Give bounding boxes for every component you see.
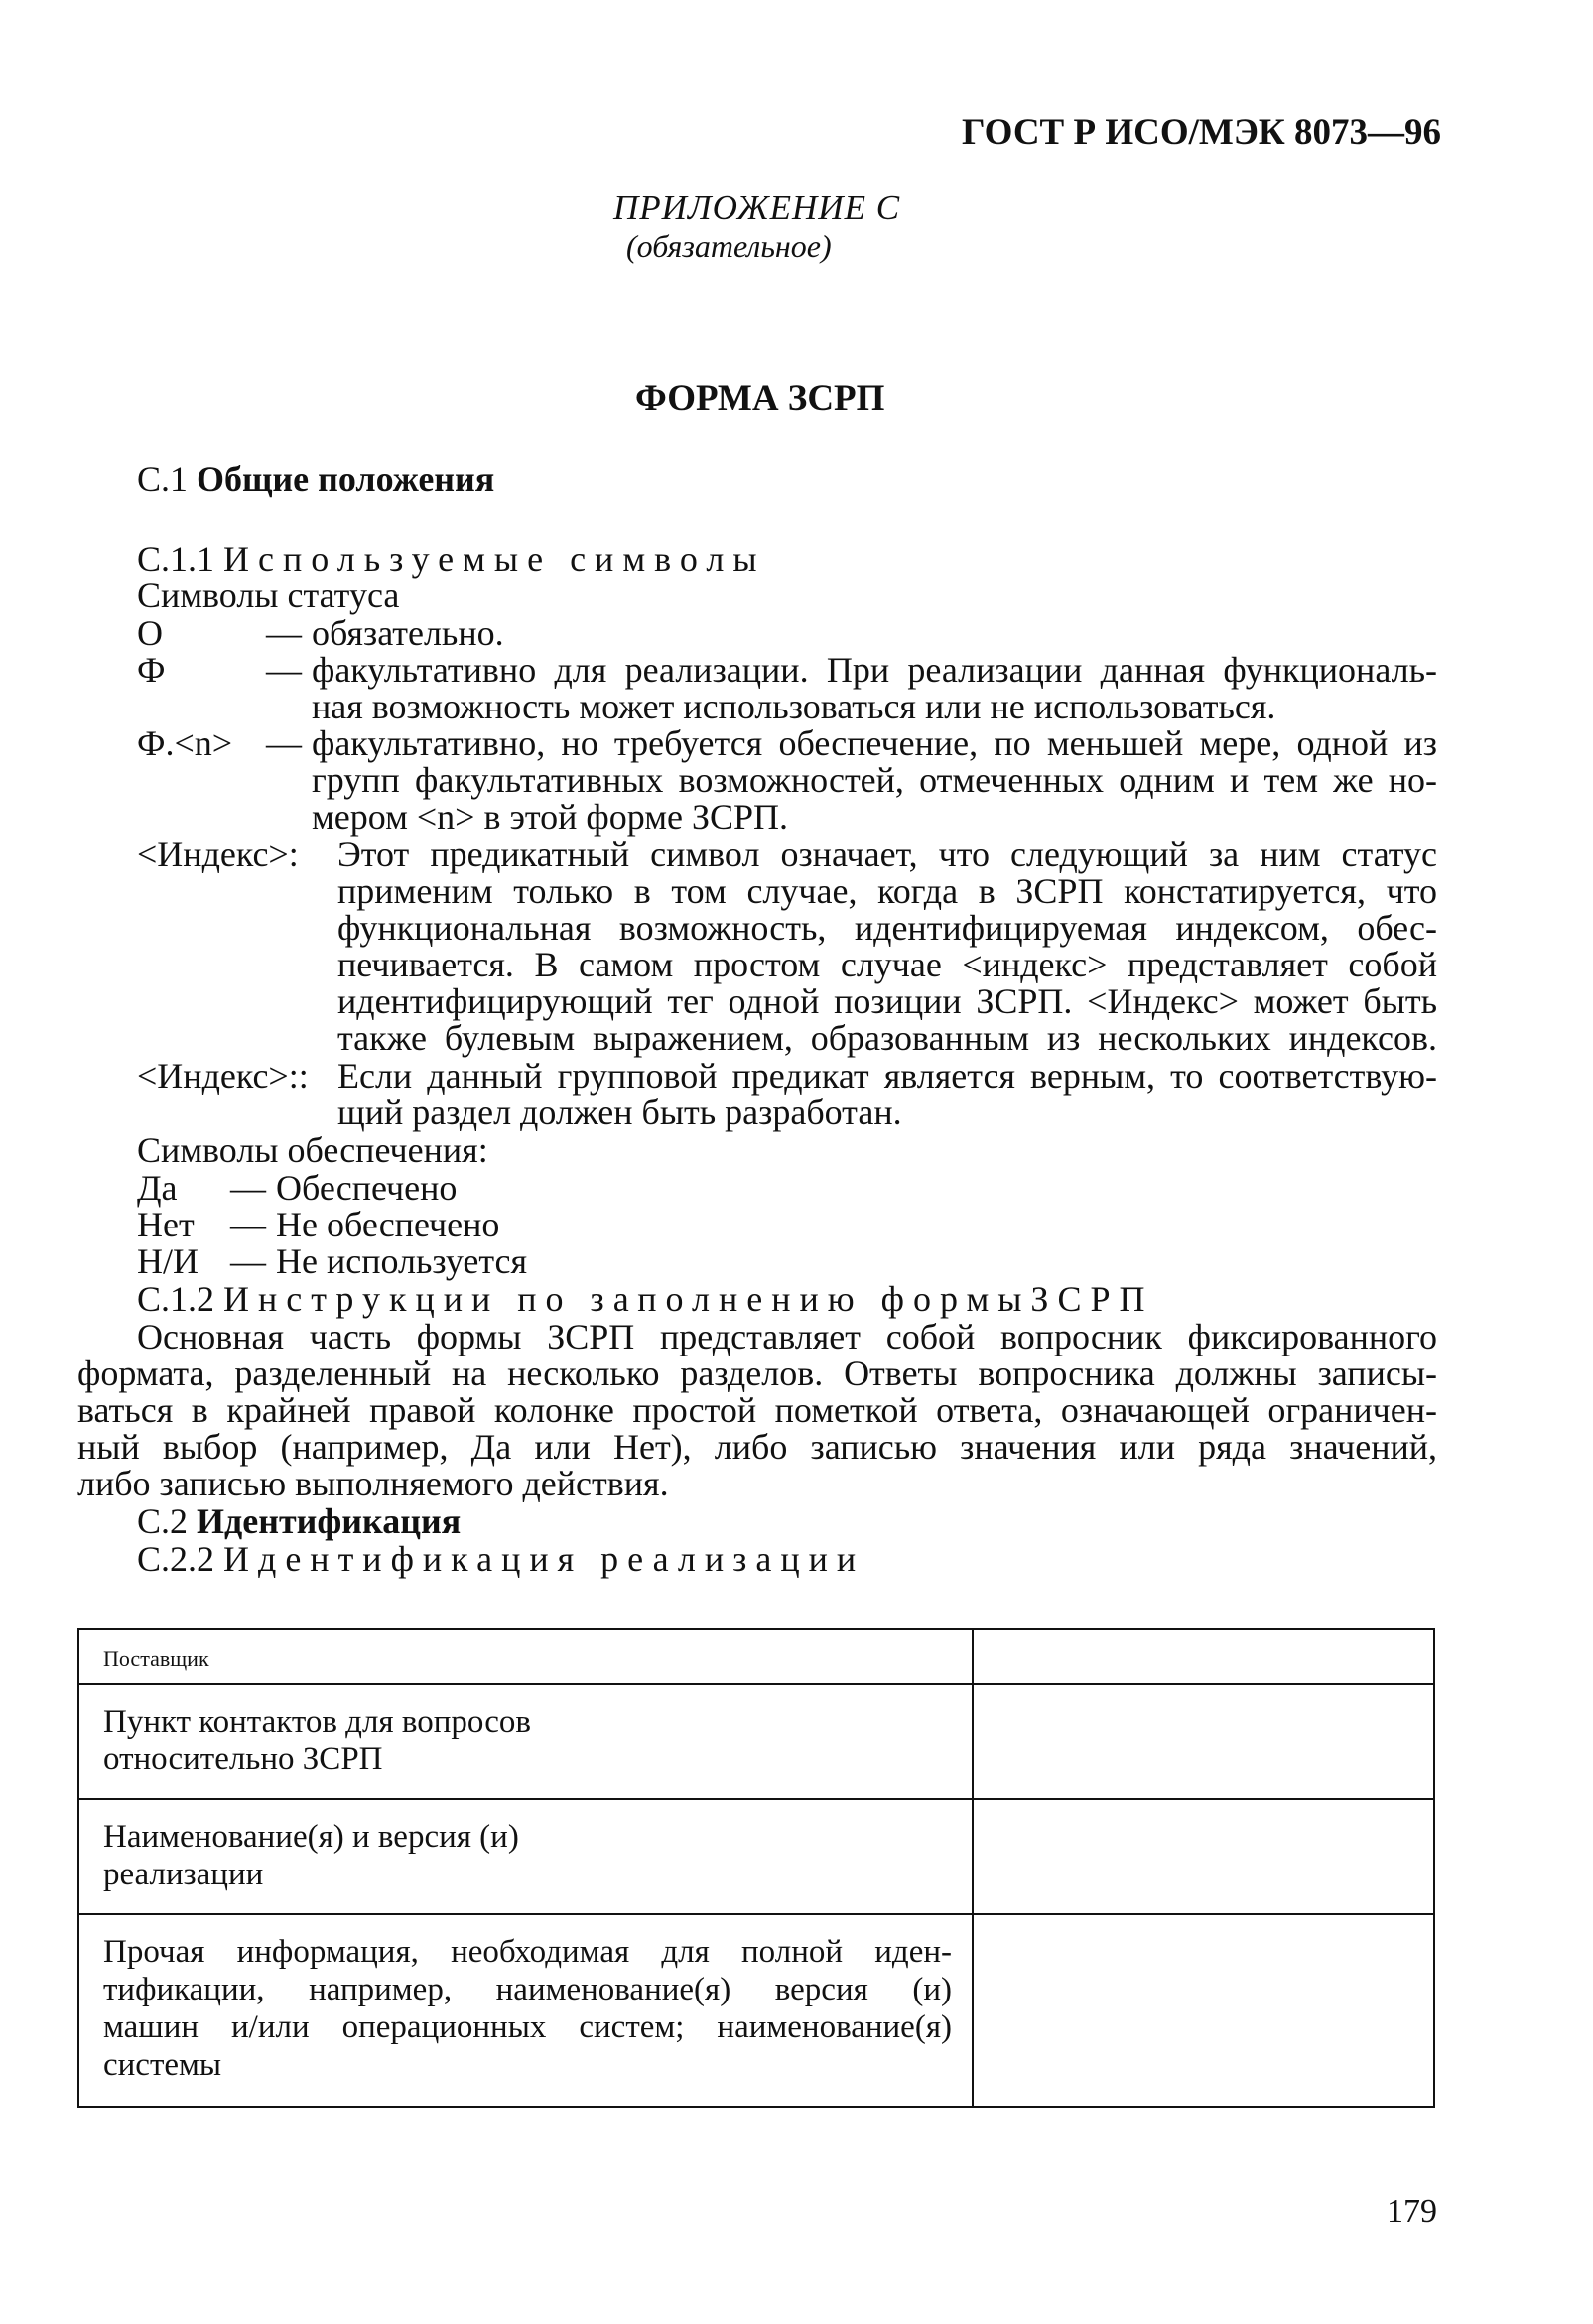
predicate-description: Если данный групповой предикат является верным, то соответствую- [337, 1056, 1437, 1096]
answer-cell[interactable] [973, 1629, 1434, 1684]
appendix-title: ПРИЛОЖЕНИЕ С [613, 189, 901, 227]
question-text [79, 1915, 972, 2084]
status-description: мером <n> в этой форме ЗСРП. [312, 797, 789, 837]
section-number: С.1.1 [137, 539, 215, 579]
table-row [78, 1629, 1434, 1684]
identification-table [77, 1628, 1435, 2108]
section-title-spaced: Используемые символы [223, 539, 766, 579]
status-dash: — [266, 650, 302, 690]
question-line: относительно ЗСРП [103, 1742, 383, 1777]
status-description: факультативно для реализации. При реализации данная функциональ- [312, 650, 1437, 690]
status-description: групп факультативных возможностей, отмеченных одним и тем же но- [312, 760, 1437, 800]
section-c12-heading [137, 1280, 1153, 1318]
support-symbol: Нет [137, 1205, 195, 1244]
section-number: С.1.2 [137, 1279, 215, 1319]
question-line: Пункт контактов для вопросов [103, 1704, 531, 1740]
support-symbol: Да [137, 1168, 178, 1208]
question-line: Наименование(я) и версия (и) [103, 1819, 519, 1855]
support-symbol: Н/И [137, 1241, 199, 1281]
section-c2-heading [137, 1502, 461, 1540]
section-title: Общие положения [197, 459, 495, 499]
question-cell [78, 1684, 973, 1799]
predicate-term: <Индекс>: [137, 835, 299, 874]
page-number: 179 [1387, 2193, 1437, 2230]
support-description: Не используется [276, 1241, 528, 1281]
status-description: факультативно, но требуется обеспечение, по меньшей мере, одной из [312, 723, 1437, 763]
predicate-description: функциональная возможность, идентифицируемая индексом, обес- [337, 908, 1437, 948]
section-number: С.2.2 [137, 1539, 215, 1579]
instructions-line: либо записью выполняемого действия. [77, 1464, 669, 1503]
question-cell [78, 1799, 973, 1914]
question-cell [78, 1914, 973, 2107]
answer-cell[interactable] [973, 1799, 1434, 1914]
predicate-description: Этот предикатный символ означает, что следующий за ним статус [337, 835, 1437, 874]
support-description: Не обеспечено [276, 1205, 500, 1244]
question-text [79, 1685, 972, 1778]
support-description: Обеспечено [276, 1168, 458, 1208]
status-symbol: Ф [137, 650, 166, 690]
question-line: реализации [103, 1857, 264, 1892]
support-dash: — [230, 1241, 266, 1281]
instructions-line: ваться в крайней правой колонке простой пометкой ответа, означающей ограничен- [77, 1390, 1437, 1430]
section-c22-heading [137, 1540, 864, 1578]
standard-header: ГОСТ Р ИСО/МЭК 8073—96 [961, 112, 1441, 153]
section-c1-heading [137, 460, 494, 498]
question-cell [78, 1629, 973, 1684]
section-number: С.2 [137, 1501, 189, 1541]
form-title: ФОРМА ЗСРП [635, 378, 885, 419]
predicate-description: применим только в том случае, когда в ЗСРП констатируется, что [337, 871, 1437, 911]
answer-text [974, 1915, 1433, 1929]
answer-cell[interactable] [973, 1914, 1434, 2107]
section-title-spaced: Инструкции по заполнению формыЗСРП [223, 1279, 1154, 1319]
question-line: системы [103, 2047, 222, 2083]
status-symbol: Ф.<n> [137, 723, 233, 763]
question-text: Поставщик [103, 1646, 209, 1671]
table-row [78, 1799, 1434, 1914]
answer-text [974, 1685, 1433, 1699]
predicate-description: также булевым выражением, образованным из нескольких индексов. [337, 1018, 1437, 1058]
section-c11-heading [137, 540, 766, 578]
table-row [78, 1914, 1434, 2107]
status-description: обязательно. [312, 613, 504, 653]
status-description: ная возможность может использоваться или не использоваться. [312, 687, 1276, 726]
support-dash: — [230, 1205, 266, 1244]
appendix-subtitle: (обязательное) [626, 228, 832, 264]
status-symbol: О [137, 613, 163, 653]
instructions-line: формата, разделенный на несколько разделов. Ответы вопросника должны записы- [77, 1354, 1437, 1393]
status-dash: — [266, 613, 302, 653]
status-symbols-label: Символы статуса [137, 576, 400, 615]
question-line: тификации, например, наименование(я) версия (и) [103, 1972, 952, 2007]
answer-text [974, 1800, 1433, 1814]
table-row [78, 1684, 1434, 1799]
predicate-description: идентифицирующий тег одной позиции ЗСРП. <Индекс> может быть [337, 981, 1437, 1021]
question-line: Прочая информация, необходимая для полной иден- [103, 1934, 952, 1970]
predicate-term: <Индекс>:: [137, 1056, 309, 1096]
answer-cell[interactable] [973, 1684, 1434, 1799]
instructions-line: Основная часть формы ЗСРП представляет собой вопросник фиксированного [137, 1317, 1437, 1356]
section-title-spaced: Идентификация реализации [223, 1539, 865, 1579]
status-dash: — [266, 723, 302, 763]
support-symbols-label: Символы обеспечения: [137, 1130, 488, 1170]
section-title: Идентификация [197, 1501, 462, 1541]
support-dash: — [230, 1168, 266, 1208]
section-number: С.1 [137, 459, 189, 499]
predicate-description: печивается. В самом простом случае <индекс> представляет собой [337, 945, 1437, 984]
answer-text [974, 1630, 1433, 1644]
predicate-description: щий раздел должен быть разработан. [337, 1093, 902, 1132]
instructions-line: ный выбор (например, Да или Нет), либо записью значения или ряда значений, [77, 1427, 1437, 1467]
question-line: машин и/или операционных систем; наименование(я) [103, 2009, 952, 2045]
question-text [79, 1800, 972, 1893]
